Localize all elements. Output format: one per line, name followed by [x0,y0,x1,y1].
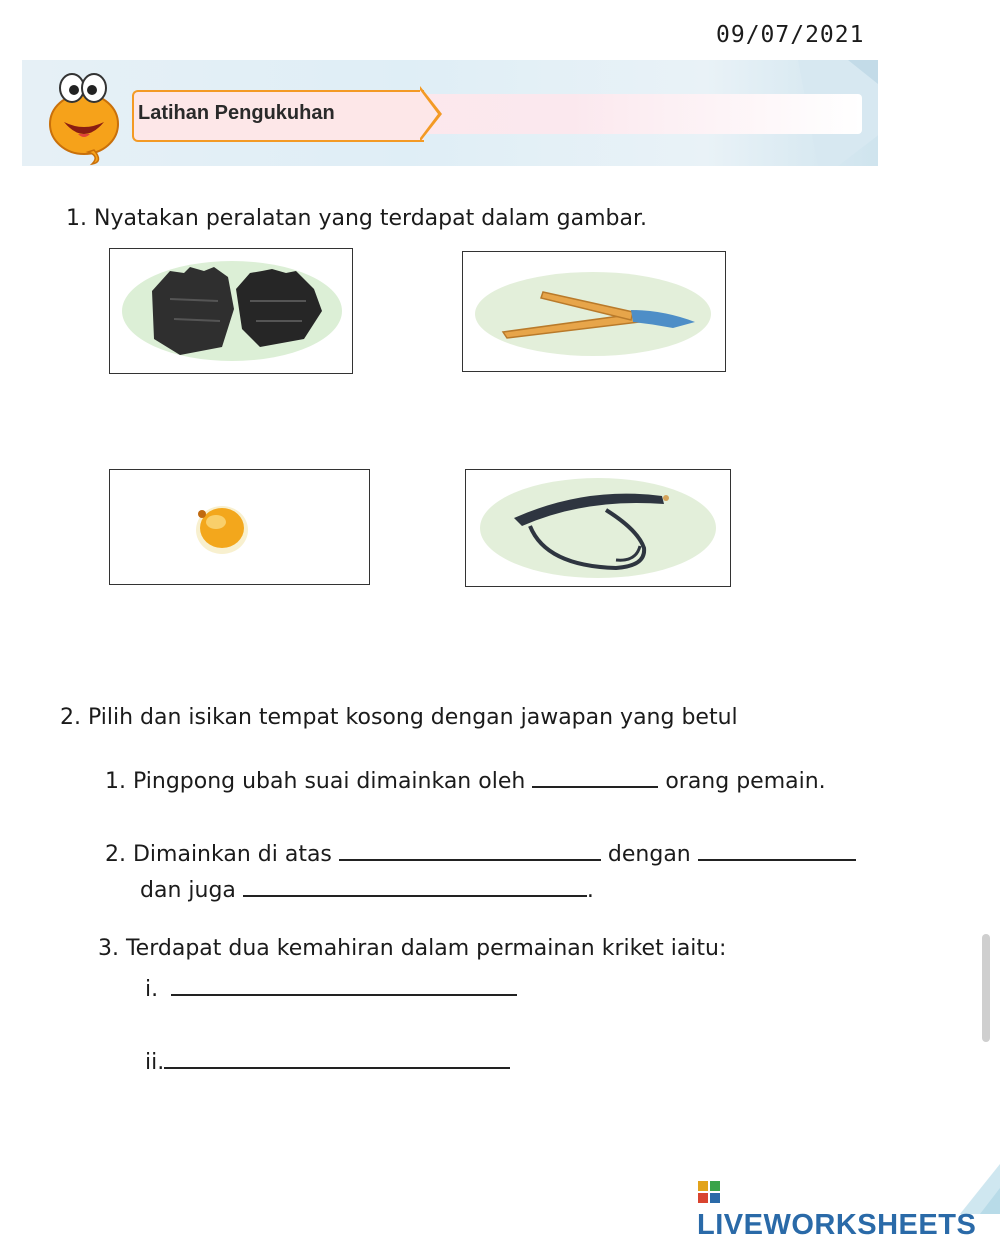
fill-item-2-middle: dengan [607,842,691,867]
fill-item-3-text: 3. Terdapat dua kemahiran dalam permainan kriket iaitu: [98,936,727,961]
fill-item-2-line2-before: dan juga [140,878,236,903]
image-box-1 [109,248,353,374]
mascot-icon [34,66,134,166]
fill-item-3-i [145,976,517,1002]
wooden-paddles-icon [463,252,725,371]
fill-item-3-i-label: i. [145,977,159,1002]
worksheet-date: 09/07/2021 [716,22,865,48]
orange-ball-icon [110,470,369,584]
answer-blank-2b[interactable] [698,841,856,861]
banner-title: Latihan Pengukuhan [138,102,335,124]
title-banner [22,60,878,166]
answer-blank-2a[interactable] [339,841,601,861]
answer-blank-1[interactable] [532,768,658,788]
answer-blank-3i[interactable] [171,976,517,996]
question-2-text: 2. Pilih dan isikan tempat kosong dengan jawapan yang betul [60,705,738,730]
image-box-4 [465,469,731,587]
question-1-text: 1. Nyatakan peralatan yang terdapat dalam gambar. [66,206,648,231]
answer-blank-3ii[interactable] [164,1049,510,1069]
liveworksheets-logo-icon [697,1180,721,1204]
fill-item-1-after: orang pemain. [665,769,826,794]
scrollbar-thumb[interactable] [982,934,990,1042]
fill-item-2-before: 2. Dimainkan di atas [105,842,332,867]
fill-item-1 [105,768,826,794]
fill-item-2-line2-after: . [586,878,594,903]
image-box-2 [462,251,726,372]
fill-item-3-ii-label: ii. [145,1050,165,1075]
image-box-3 [109,469,370,585]
fill-item-2 [105,841,856,867]
black-shoulder-strap-icon [466,470,730,586]
brand-text: LIVEWORKSHEETS [697,1209,977,1241]
answer-blank-2c[interactable] [243,877,587,897]
fill-item-2-line2 [140,877,594,903]
fill-item-1-before: 1. Pingpong ubah suai dimainkan oleh [105,769,526,794]
gloves-icon [110,249,352,373]
liveworksheets-brand[interactable] [697,1176,1000,1242]
fill-item-3-ii [145,1049,510,1075]
